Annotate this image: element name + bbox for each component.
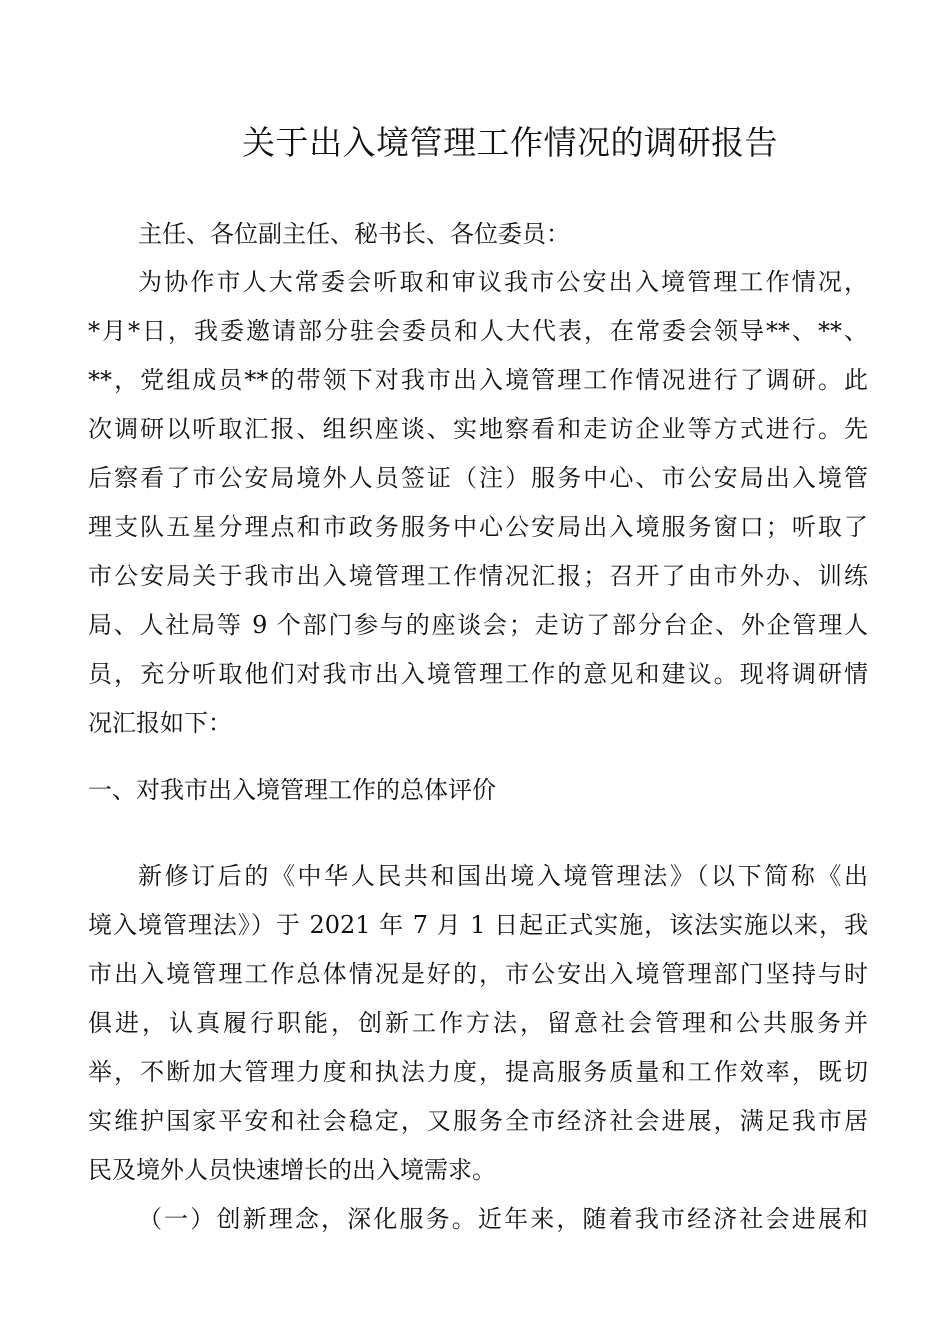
paragraph-line: 后察看了市公安局境外人员签证（注）服务中心、市公安局出入境管 xyxy=(88,464,868,492)
paragraph-line: 局、人社局等 9 个部门参与的座谈会；走访了部分台企、外企管理人 xyxy=(88,611,868,639)
paragraph-line: 次调研以听取汇报、组织座谈、实地察看和走访企业等方式进行。先 xyxy=(88,415,868,443)
paragraph-line: 市公安局关于我市出入境管理工作情况汇报；召开了由市外办、训练 xyxy=(88,562,868,590)
paragraph-line: 况汇报如下： xyxy=(88,709,232,737)
page-title: 关于出入境管理工作情况的调研报告 xyxy=(242,123,778,162)
paragraph-line: 民及境外人员快速增长的出入境需求。 xyxy=(88,1156,496,1184)
paragraph-line: 为协作市人大常委会听取和审议我市公安出入境管理工作情况， xyxy=(138,268,868,296)
paragraph-line: 实维护国家平安和社会稳定，又服务全市经济社会进展，满足我市居 xyxy=(88,1107,868,1135)
paragraph-line: 举，不断加大管理力度和执法力度，提高服务质量和工作效率，既切 xyxy=(88,1058,868,1086)
paragraph-line: 新修订后的《中华人民共和国出境入境管理法》（以下简称《出 xyxy=(138,862,868,890)
paragraph-line: 境入境管理法》）于 2021 年 7 月 1 日起正式实施，该法实施以来，我 xyxy=(88,911,868,939)
salutation: 主任、各位副主任、秘书长、各位委员： xyxy=(138,220,570,248)
paragraph-line: 理支队五星分理点和市政务服务中心公安局出入境服务窗口；听取了 xyxy=(88,513,868,541)
paragraph-line: *月*日，我委邀请部分驻会委员和人大代表，在常委会领导**、**、 xyxy=(88,317,868,345)
paragraph-line: 市出入境管理工作总体情况是好的，市公安出入境管理部门坚持与时 xyxy=(88,960,868,988)
paragraph-line: **，党组成员**的带领下对我市出入境管理工作情况进行了调研。此 xyxy=(88,366,868,394)
section-heading: 一、对我市出入境管理工作的总体评价 xyxy=(88,776,496,804)
subsection-line: （一）创新理念，深化服务。近年来，随着我市经济社会进展和 xyxy=(138,1205,868,1233)
paragraph-line: 员，充分听取他们对我市出入境管理工作的意见和建议。现将调研情 xyxy=(88,660,868,688)
paragraph-line: 俱进，认真履行职能，创新工作方法，留意社会管理和公共服务并 xyxy=(88,1009,868,1037)
